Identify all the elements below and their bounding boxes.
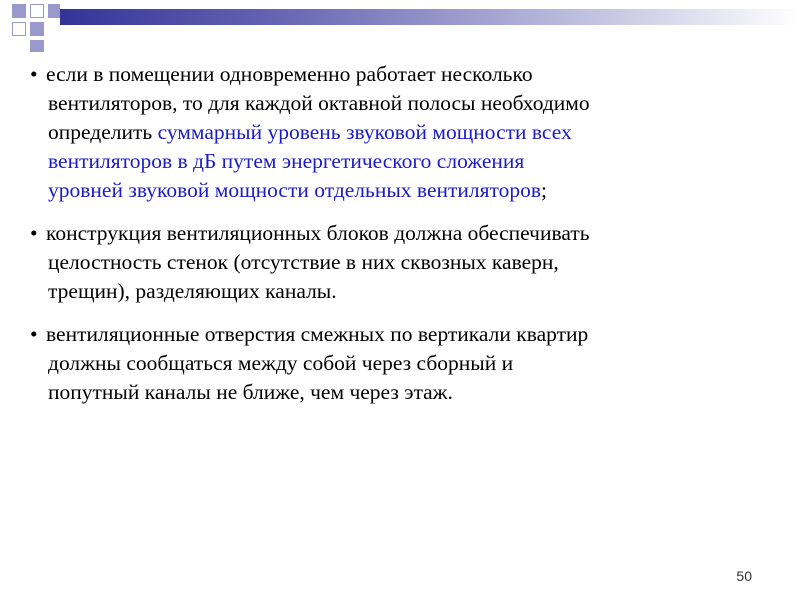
bullet-dot: • bbox=[30, 62, 38, 86]
decor-square bbox=[30, 22, 44, 36]
highlighted-text: суммарный уровень звуковой мощности всех bbox=[157, 120, 572, 144]
text-segment: должны сообщаться между собой через сборный и bbox=[48, 351, 514, 375]
text-line bbox=[46, 219, 770, 248]
highlighted-text: вентиляторов в дБ путем энергетического сложения bbox=[48, 149, 525, 173]
text-line bbox=[46, 60, 770, 89]
text-line bbox=[46, 176, 770, 205]
text-line bbox=[46, 349, 770, 378]
text-line bbox=[46, 147, 770, 176]
text-segment: попутный каналы не ближе, чем через этаж. bbox=[48, 380, 453, 404]
decor-square bbox=[30, 40, 44, 52]
text-line bbox=[46, 248, 770, 277]
text-line bbox=[46, 118, 770, 147]
text-line bbox=[46, 277, 770, 306]
text-segment: определить bbox=[48, 120, 158, 144]
text-segment: вентиляционные отверстия смежных по вертикали квартир bbox=[46, 322, 589, 346]
text-line bbox=[46, 320, 770, 349]
bullet-dot: • bbox=[30, 221, 38, 245]
highlighted-text: уровней звуковой мощности отдельных вентиляторов bbox=[48, 178, 542, 202]
decor-square bbox=[12, 22, 26, 36]
decor-square bbox=[30, 4, 44, 18]
text-segment: конструкция вентиляционных блоков должна обеспечивать bbox=[46, 221, 590, 245]
bullet-text bbox=[44, 320, 770, 407]
text-segment: если в помещении одновременно работает несколько bbox=[46, 62, 533, 86]
bullet-dot: • bbox=[30, 322, 38, 346]
bullet-text bbox=[44, 219, 770, 306]
header-gradient-bar bbox=[60, 9, 800, 25]
bullet-item bbox=[30, 320, 770, 407]
decor-square bbox=[12, 4, 26, 18]
decor-square bbox=[48, 4, 60, 18]
text-segment: ; bbox=[541, 178, 548, 202]
text-segment: целостность стенок (отсутствие в них сквозных каверн, bbox=[48, 250, 559, 274]
text-line bbox=[46, 89, 770, 118]
text-segment: вентиляторов, то для каждой октавной полосы необходимо bbox=[48, 91, 590, 115]
text-line bbox=[46, 378, 770, 407]
text-segment: трещин), разделяющих каналы. bbox=[48, 279, 337, 303]
bullet-list bbox=[30, 60, 770, 421]
bullet-item bbox=[30, 219, 770, 306]
page-number: 50 bbox=[736, 568, 752, 584]
bullet-text bbox=[44, 60, 770, 205]
bullet-item bbox=[30, 60, 770, 205]
